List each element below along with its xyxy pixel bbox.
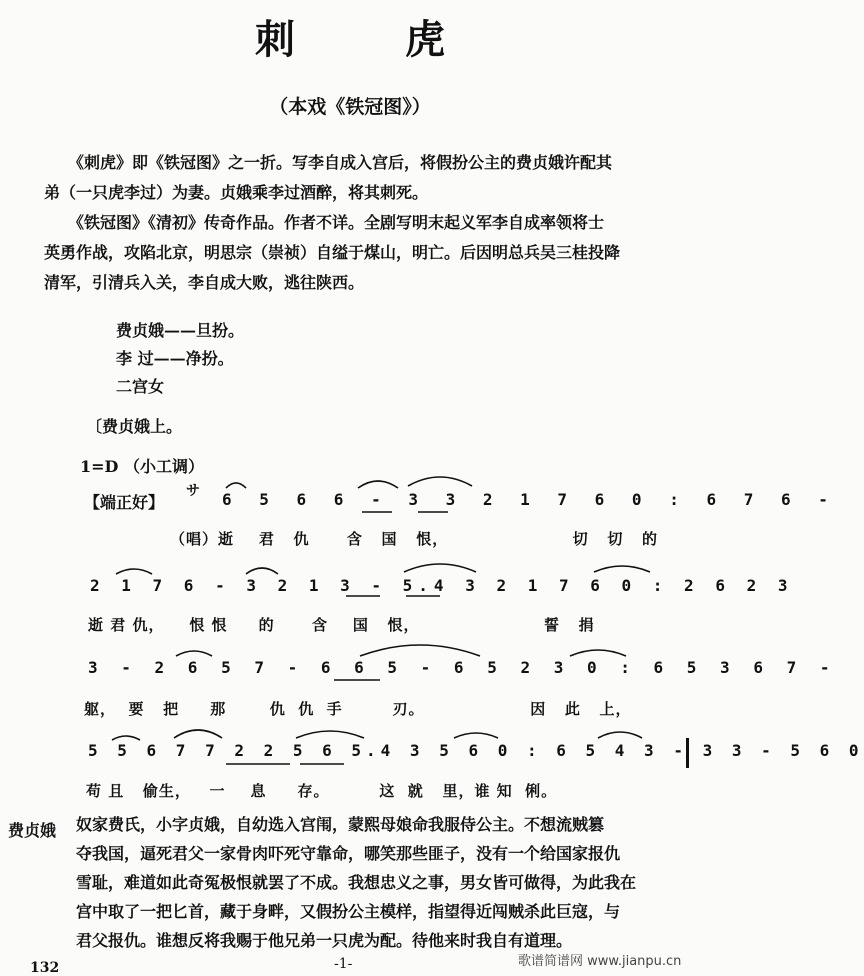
slur (408, 477, 472, 486)
stage-direction: 〔费贞娥上。 (86, 417, 183, 436)
role-name: 费贞娥 (116, 321, 165, 340)
slur (570, 650, 626, 656)
speech-line: 君父报仇。谁想反将我赐于他兄弟一只虎为配。待他来时我自有道理。 (76, 931, 573, 950)
page-number: -1- (334, 956, 353, 972)
slur (594, 566, 650, 572)
key: 1=D (80, 457, 119, 476)
role-type: ——净扮。 (153, 349, 234, 368)
role-name: 李 过 (116, 349, 154, 368)
slur (358, 481, 398, 488)
score-notes: 2 1 7 6 - 3 2 1 3 - 5.4 3 2 1 7 6 0 : 2 6 2 3 (90, 576, 794, 595)
slur (116, 569, 152, 574)
speech-block (76, 810, 696, 955)
speech-line: 夺我国，逼死君父一家骨肉吓死守靠命，哪笑那些匪子，没有一个给国家报仇 (76, 844, 621, 863)
slur (246, 568, 278, 574)
slur (360, 645, 480, 656)
score-notes: 6 5 6 6 - 3 3 2 1 7 6 0 : 6 7 6 - (222, 490, 837, 509)
speech-line: 雪耻，难道如此奇冤极恨就罢了不成。我想忠义之事，男女皆可做得，为此我在 (76, 873, 637, 892)
role-name: 二宫女 (116, 377, 165, 396)
role-type: ——旦扮。 (164, 321, 245, 340)
speaker-label: 费贞娥 (8, 821, 57, 840)
score-notes: 5 5 6 7 7 2 2 5 6 5.4 3 5 6 0 : 6 5 4 3 - 3 3 - 5 6 0 (88, 741, 864, 760)
slur (296, 731, 364, 738)
score-notes: 3 - 2 6 5 7 - 6 6 5 - 6 5 2 3 0 : 6 5 3 6 7 - (88, 658, 837, 677)
slur (598, 732, 642, 738)
intro-line: 《铁冠图》《清初》传奇作品。作者不详。全剧写明末起义军李自成率领将士 (68, 213, 605, 232)
intro-line: 英勇作战，攻陷北京，明思宗（崇祯）自缢于煤山，明亡。后因明总兵吴三桂投降 (44, 243, 621, 262)
slur (174, 730, 222, 738)
free-meter-mark: サ (186, 483, 200, 499)
intro-line: 弟（一只虎李过）为妻。贞娥乘李过酒醉，将其刺死。 (44, 183, 429, 202)
intro-line: 清军，引清兵入关，李自成大败，逃往陕西。 (44, 273, 365, 292)
score-lyrics: 苟 且 偷生， 一 息 存。 这 就 里，谁 知 俐。 (86, 782, 558, 800)
slur (112, 736, 140, 740)
subtitle: （本戏《铁冠图》） (269, 96, 431, 118)
intro-line: 《刺虎》即《铁冠图》之一折。写李自成入宫后，将假扮公主的费贞娥许配其 (68, 153, 613, 172)
slur (176, 651, 212, 656)
page-title: 刺 虎 (255, 16, 493, 63)
score-lyrics: 逝 君 仇， 恨 恨 的 含 国 恨， 誓 捐 (88, 616, 595, 634)
key-note: （小工调） (124, 457, 205, 476)
score-lyrics: 躯， 要 把 那 仇 仇 手 刃。 因 此 上， (84, 700, 632, 718)
score-lyrics: （唱）逝 君 仇 含 国 恨， 切 切 的 (170, 530, 658, 548)
watermark: 歌谱简谱网 www.jianpu.cn (518, 954, 682, 969)
tune-name: 【端正好】 (84, 493, 165, 512)
page-left-number: 132 (30, 960, 60, 976)
slur (226, 483, 246, 488)
speech-line: 宫中取了一把匕首，藏于身畔，又假扮公主模样，指望得近闯贼杀此巨寇，与 (76, 902, 621, 921)
slur (404, 564, 476, 572)
speech-line: 奴家费氏，小字贞娥，自幼选入宫闱，蒙熙母娘命我服侍公主。不想流贼篡 (76, 815, 605, 834)
slur (454, 733, 498, 738)
